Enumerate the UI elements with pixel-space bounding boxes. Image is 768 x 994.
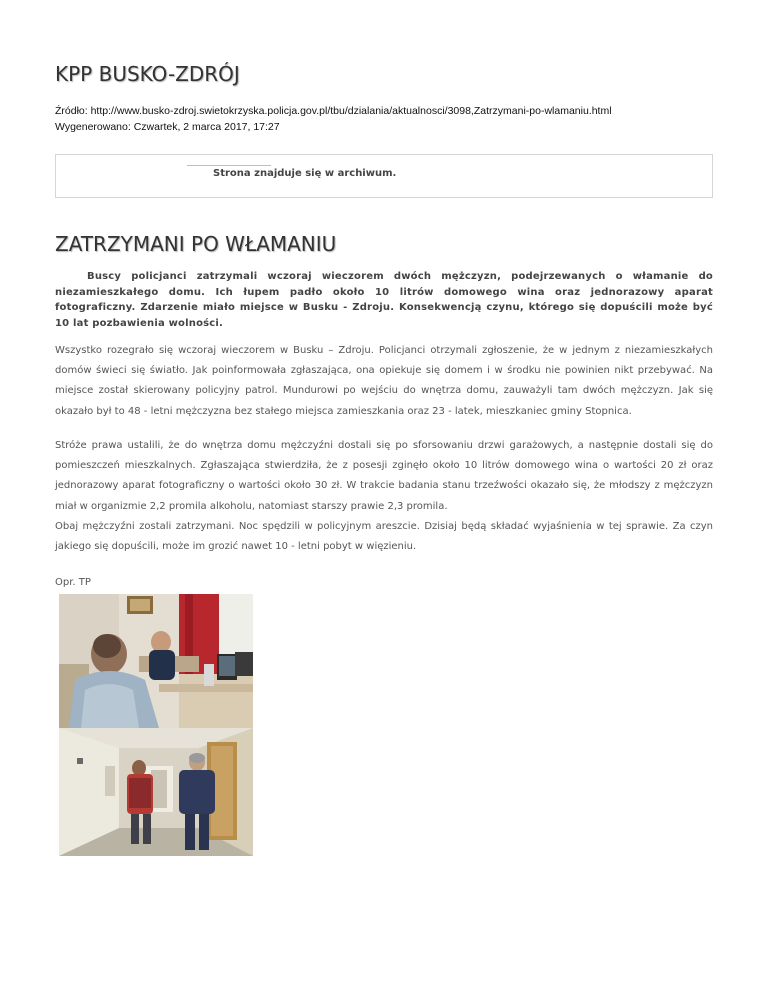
article-paragraph-2: Stróże prawa ustalili, że do wnętrza domu mężczyźni dostali się po sforsowaniu drzwi garażowych, a następnie dostali się do pomieszczeń mieszkalnych. Zgłaszająca stwierdziła, że z posesji zginęło około 10 litrów domowego wina o wartości 20 zł oraz jednorazowy aparat fotograficzny o wartości około 30 zł. W trakcie badania stanu trzeźwości okazało się, że młodszy z mężczyzn miał w organizmie 2,2 promila alkoholu, natomiast starszy prawie 2,3 promila. xyxy=(55,440,713,512)
photo-corridor xyxy=(59,728,253,856)
article-paragraph-3: Obaj mężczyźni zostali zatrzymani. Noc spędzili w policyjnym areszcie. Dzisiaj będą składać wyjaśnienia w tej sprawie. Za czyn jakiego się dopuścili, może im grozić nawet 10 - letni pobyt w więzieniu. xyxy=(55,521,713,553)
site-title: KPP BUSKO-ZDRÓJ xyxy=(55,62,240,86)
generated-line: Wygenerowano: Czwartek, 2 marca 2017, 17:27 xyxy=(55,121,280,133)
office-scene-image xyxy=(59,594,253,728)
archive-divider xyxy=(187,165,271,166)
article-title: ZATRZYMANI PO WŁAMANIU xyxy=(55,232,337,256)
archive-notice-box xyxy=(55,154,713,198)
source-line[interactable]: Źródło: http://www.busko-zdroj.swietokrzyska.policja.gov.pl/tbu/dzialania/aktualnosci/3098,Zatrzymani-po-wlamaniu.html xyxy=(55,105,612,117)
photo-office-interview xyxy=(59,594,253,728)
document-meta xyxy=(55,103,612,135)
corridor-scene-image xyxy=(59,728,253,856)
article-paragraph-1: Wszystko rozegrało się wczoraj wieczorem w Busku – Zdroju. Policjanci otrzymali zgłoszenie, że w jednym z niezamieszkałych domów świeci się światło. Jak poinformowała zgłaszająca, ona opiekuje się domem i w środku nie powinien nikt przebywać. Na miejsce został skierowany policyjny patrol. Mundurowi po wejściu do wnętrza domu, zauważyli tam dwóch mężczyzn. Jak się okazało był to 48 - letni mężczyzna bez stałego miejsca zamieszkania oraz 23 - latek, mieszkaniec gminy Stopnica. xyxy=(55,345,713,417)
article-signature: Opr. TP xyxy=(55,577,91,588)
archive-notice: Strona znajduje się w archiwum. xyxy=(213,168,397,179)
article-lead: Buscy policjanci zatrzymali wczoraj wieczorem dwóch mężczyzn, podejrzewanych o włamanie do niezamieszkałego domu. Ich łupem padło około 10 litrów domowego wina oraz jednorazowy aparat fotograficzny. Zdarzenie miało miejsce w Busku - Zdroju. Konsekwencją czynu, którego się dopuścili może być 10 lat pozbawienia wolności. xyxy=(55,271,713,329)
